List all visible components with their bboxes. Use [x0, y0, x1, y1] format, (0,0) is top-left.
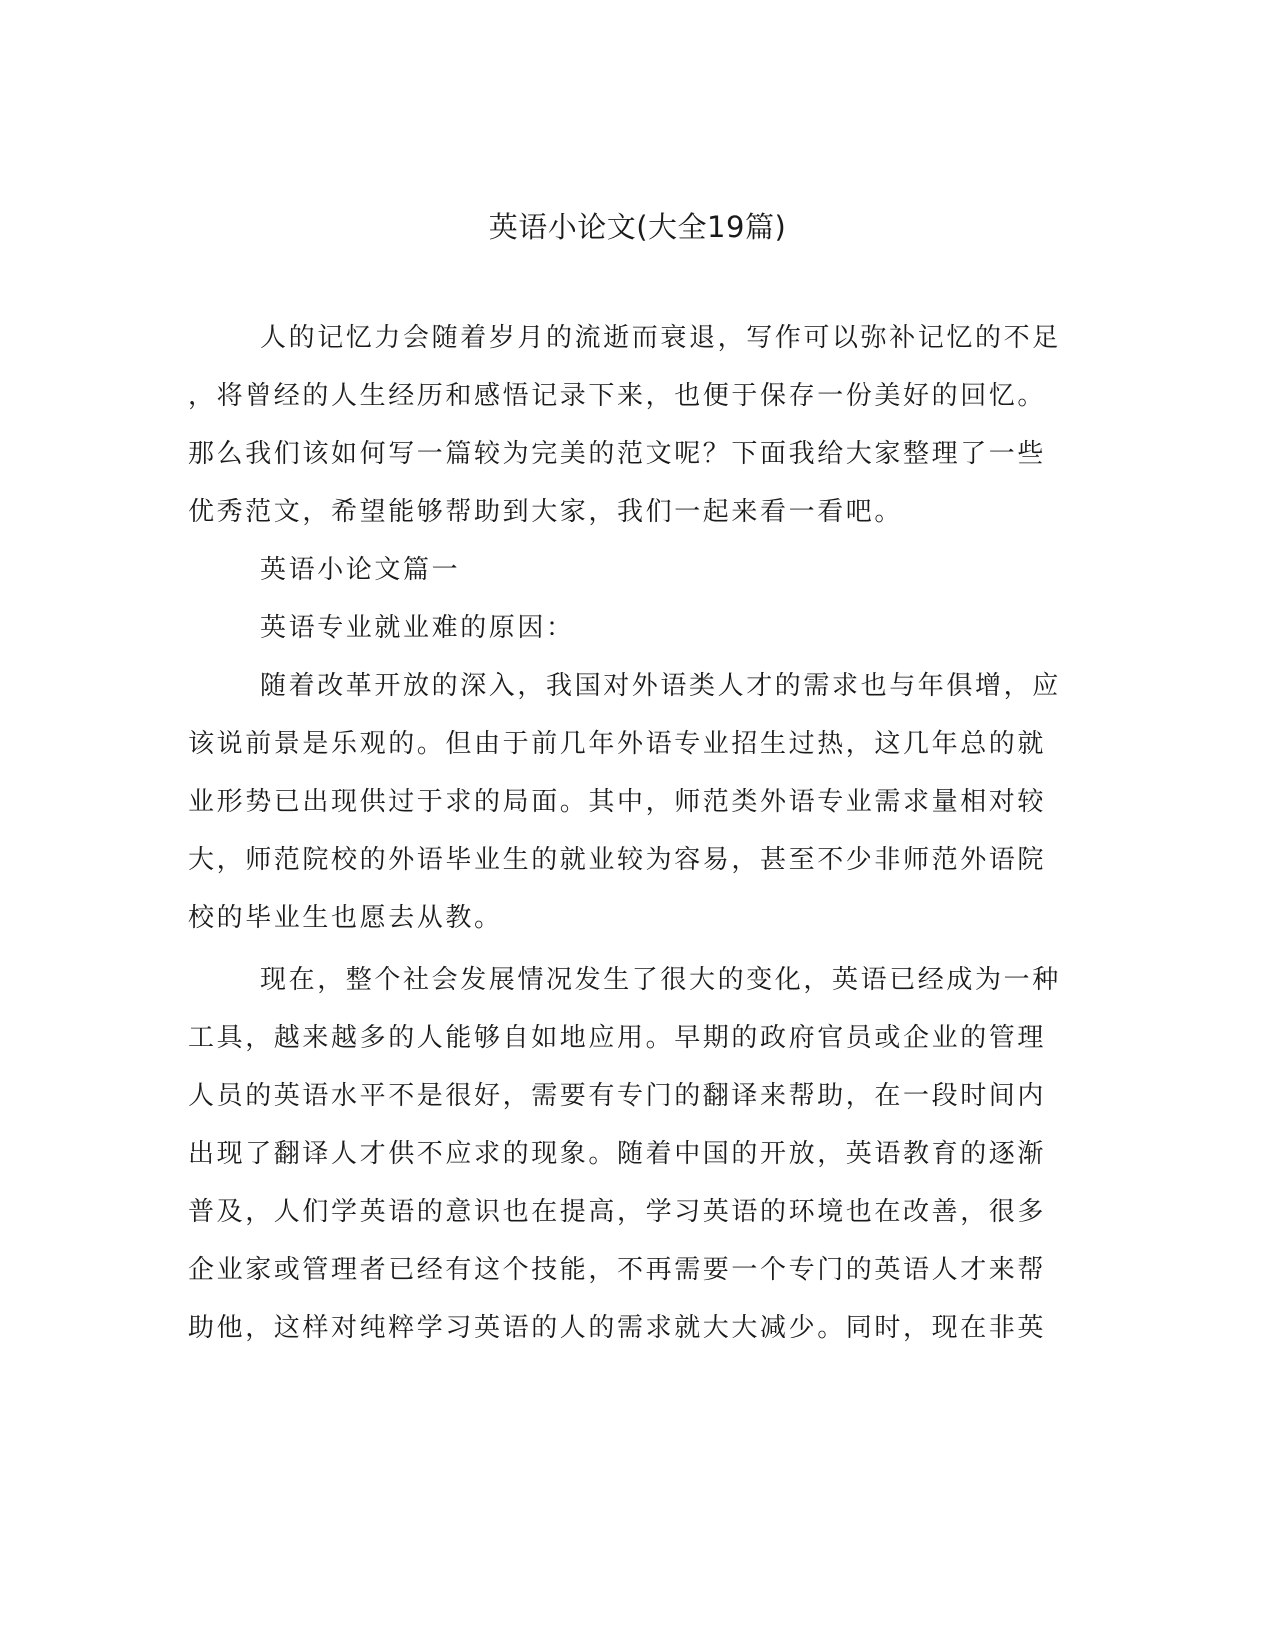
document-title: 英语小论文(大全19篇) [488, 210, 787, 244]
text-line: 优秀范文，希望能够帮助到大家，我们一起来看一看吧。 [188, 497, 904, 527]
text-line: 业形势已出现供过于求的局面。其中，师范类外语专业需求量相对较 [188, 787, 1047, 817]
text-line: 那么我们该如何写一篇较为完美的范文呢？下面我给大家整理了一些 [188, 439, 1047, 469]
text-line: 现在，整个社会发展情况发生了很大的变化，英语已经成为一种 [260, 965, 1061, 995]
section-heading: 英语小论文篇一 [260, 555, 461, 585]
text-line: 英语专业就业难的原因： [260, 613, 575, 643]
text-line: 该说前景是乐观的。但由于前几年外语专业招生过热，这几年总的就 [188, 729, 1047, 759]
text-line: 随着改革开放的深入，我国对外语类人才的需求也与年俱增，应 [260, 671, 1061, 701]
text-line: 出现了翻译人才供不应求的现象。随着中国的开放，英语教育的逐渐 [188, 1139, 1047, 1169]
text-line: 助他，这样对纯粹学习英语的人的需求就大大减少。同时，现在非英 [188, 1313, 1047, 1343]
text-line: 校的毕业生也愿去从教。 [188, 903, 503, 933]
text-line: ，将曾经的人生经历和感悟记录下来，也便于保存一份美好的回忆。 [188, 381, 1047, 411]
text-line: 人员的英语水平不是很好，需要有专门的翻译来帮助，在一段时间内 [188, 1081, 1047, 1111]
text-line: 工具，越来越多的人能够自如地应用。早期的政府官员或企业的管理 [188, 1023, 1047, 1053]
text-line: 大，师范院校的外语毕业生的就业较为容易，甚至不少非师范外语院 [188, 845, 1047, 875]
text-line: 人的记忆力会随着岁月的流逝而衰退，写作可以弥补记忆的不足 [260, 323, 1061, 353]
text-line: 普及，人们学英语的意识也在提高，学习英语的环境也在改善，很多 [188, 1197, 1047, 1227]
text-line: 企业家或管理者已经有这个技能，不再需要一个专门的英语人才来帮 [188, 1255, 1047, 1285]
